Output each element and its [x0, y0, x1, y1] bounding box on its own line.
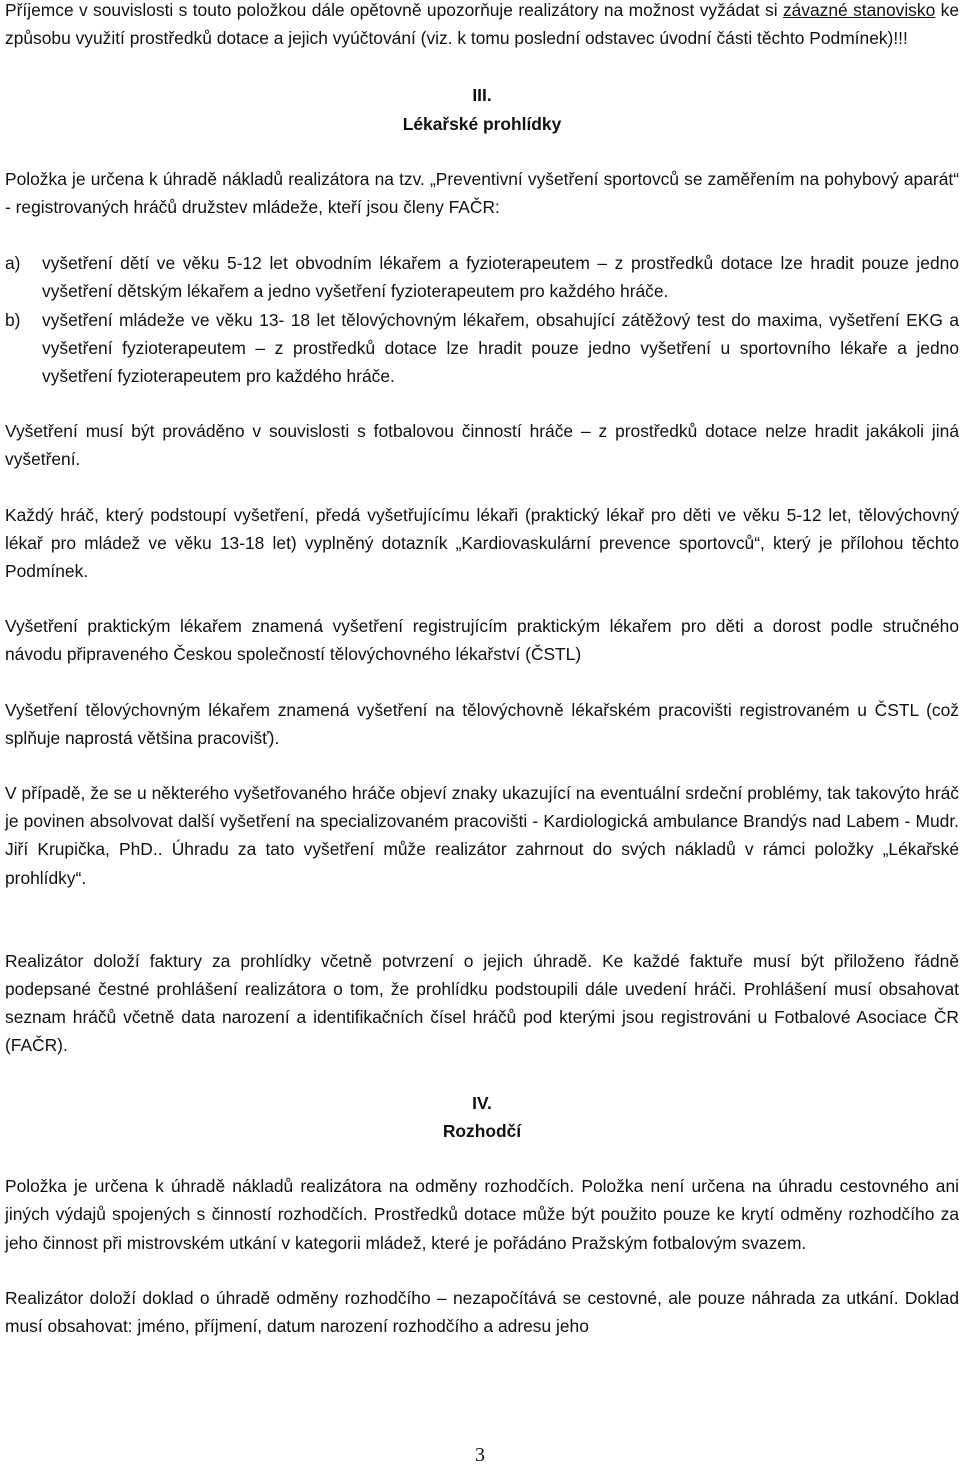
section-3-paragraph-2: Vyšetření musí být prováděno v souvislosti s fotbalovou činností hráče – z prostředků dotace nelze hradit jakákoli jiná vyšetření. [5, 421, 959, 470]
section-3-paragraph-1: Položka je určena k úhradě nákladů realizátora na tzv. „Preventivní vyšetření sportovců se zaměřením na pohybový aparát“ - registrovaných hráčů družstev mládeže, kteří jsou členy FAČR: [5, 168, 959, 218]
list-item [5, 249, 959, 305]
section-4-number: IV. [472, 1092, 492, 1113]
list-text: vyšetření mládeže ve věku 13- 18 let tělovýchovným lékařem, obsahující zátěžový test do maxima, vyšetření EKG a vyšetření fyzioterapeutem – z prostředků dotace lze hradit pouze jedno vyšetření u sportovního lékaře a jedno vyšetření fyzioterapeutem pro každého hráče. [42, 309, 959, 387]
section-3-title: Lékařské prohlídky [402, 113, 562, 134]
section-3-paragraph-6: V případě, že se u některého vyšetřovaného hráče objeví znaky ukazující na eventuální srdeční problémy, tak takovýto hráč je povinen absolvovat další vyšetření na specializovaném pracovišti - Kardiologická ambulance Brandýs nad Labem - Mudr. Jiří Krupička, PhD.. Úhradu za tato vyšetření může realizátor zahrnout do svých nákladů v rámci položky „Lékařské prohlídky“. [5, 783, 959, 888]
list-item [5, 306, 959, 391]
section-3-paragraph-3: Každý hráč, který podstoupí vyšetření, předá vyšetřujícímu lékaři (praktický lékař pro děti ve věku 5-12 let, tělovýchovný lékař pro mládež ve věku 13-18 let) vyplněný dotazník „Kardiovaskulární prevence sportovců“, který je přílohou těchto Podmínek. [5, 504, 959, 582]
section-3-paragraph-7: Realizátor doloží faktury za prohlídky včetně potvrzení o jejich úhradě. Ke každé faktuře musí být přiloženo řádně podepsané čestné prohlášení realizátora o tom, že prohlídku podstoupili dále uvedení hráči. Prohlášení musí obsahovat seznam hráčů včetně data narození a identifikačních čísel hráčů pod kterými jsou registrováni u Fotbalové Asociace ČR (FAČR). [5, 950, 959, 1056]
list-marker: b) [5, 309, 21, 330]
list-marker: a) [5, 253, 21, 274]
intro-paragraph [5, 0, 959, 52]
exam-list [5, 249, 959, 390]
section-4-paragraph-1: Položka je určena k úhradě nákladů realizátora na odměny rozhodčích. Položka není určena na úhradu cestovného ani jiných výdajů spojených s činností rozhodčích. Prostředků dotace může být použito pouze ke krytí odměny rozhodčího za jeho činnost při mistrovském utkání v kategorii mládež, které je pořádáno Pražským fotbalovým svazem. [5, 1176, 959, 1253]
intro-text-1: Příjemce v souvislosti s touto položkou dále opětovně upozorňuje realizátory na možnost vyžádat si [5, 0, 783, 20]
page-number: 3 [475, 1444, 485, 1466]
section-3-number: III. [472, 85, 492, 106]
list-text: vyšetření dětí ve věku 5-12 let obvodním lékařem a fyzioterapeutem – z prostředků dotace lze hradit pouze jedno vyšetření dětským lékařem a jedno vyšetření fyzioterapeutem pro každého hráče. [42, 253, 959, 302]
intro-underlined: závazné stanovisko [782, 0, 936, 20]
document-page [5, 0, 959, 1340]
intro-text-2: ke způsobu využití prostředků dotace a jejich vyúčtování (viz. k tomu poslední odstavec úvodní části těchto Podmínek)!!! [5, 0, 959, 49]
section-3-paragraph-4: Vyšetření praktickým lékařem znamená vyšetření registrujícím praktickým lékařem pro děti a dorost podle stručného návodu připraveného Českou společností tělovýchovného lékařství (ČSTL) [5, 616, 959, 665]
section-3-paragraph-5: Vyšetření tělovýchovným lékařem znamená vyšetření na tělovýchovně lékařském pracovišti registrovaném u ČSTL (což splňuje naprostá většina pracovišť). [5, 699, 959, 748]
section-4-title: Rozhodčí [442, 1120, 522, 1141]
section-4-paragraph-2: Realizátor doloží doklad o úhradě odměny rozhodčího – nezapočítává se cestovné, ale pouze náhrada za utkání. Doklad musí obsahovat: jméno, příjmení, datum narození rozhodčího a adresu jeho [5, 1287, 959, 1336]
